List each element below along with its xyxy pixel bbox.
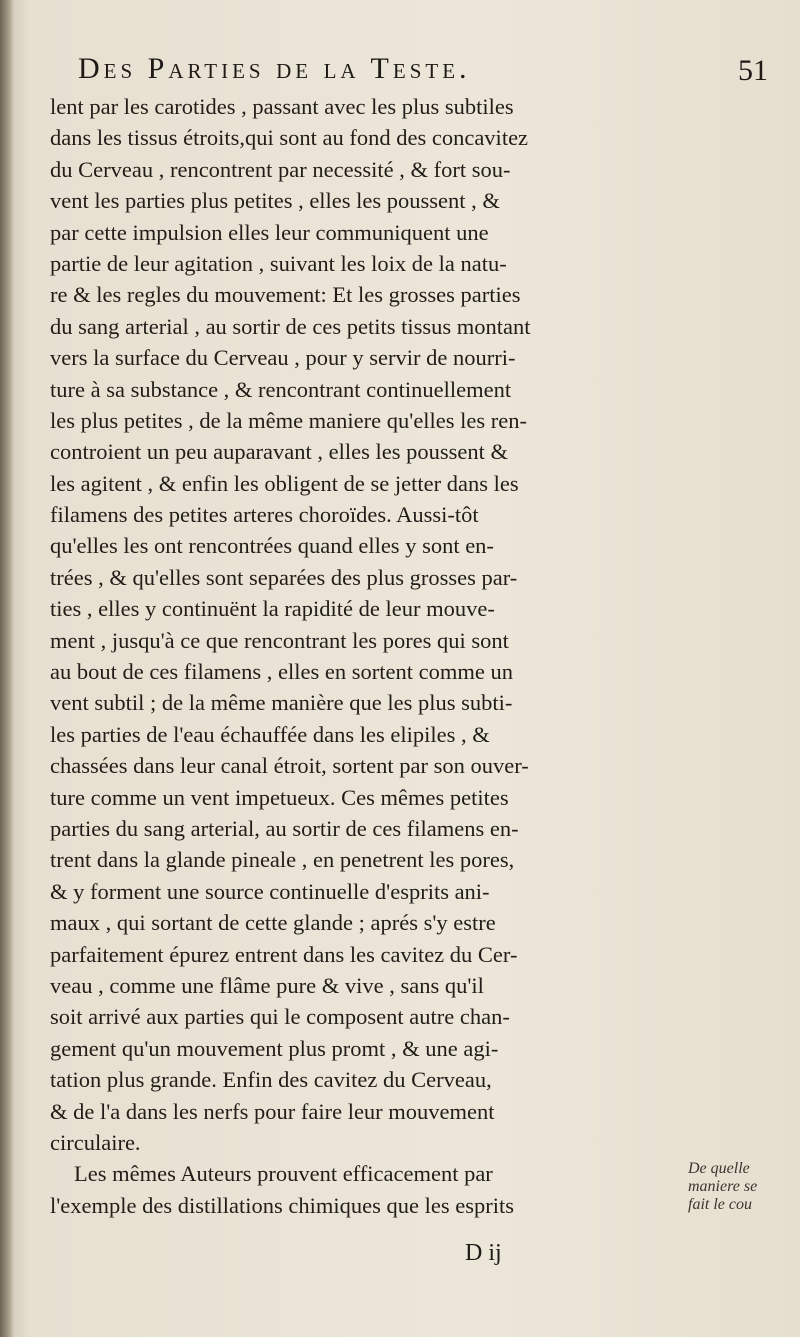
text-line: gement qu'un mouvement plus promt , & une agi- [50, 1035, 499, 1061]
page-number: 51 [738, 54, 768, 87]
text-line: les parties de l'eau échauffée dans les elipiles , & [50, 721, 490, 747]
text-line: du sang arterial , au sortir de ces petits tissus montant [50, 313, 531, 339]
text-line: parfaitement épurez entrent dans les cavitez du Cer- [50, 941, 518, 967]
text-line: vent subtil ; de la même manière que les plus subti- [50, 690, 513, 716]
margin-note [688, 1160, 798, 1214]
text-line: re & les regles du mouvement: Et les grosses parties [50, 282, 521, 308]
text-line: qu'elles les ont rencontrées quand elles y sont en- [50, 533, 494, 559]
text-line: du Cerveau , rencontrent par necessité , & fort sou- [50, 156, 511, 182]
text-line: controient un peu auparavant , elles les poussent & [50, 439, 508, 465]
text-line: Les mêmes Auteurs prouvent efficacement par [74, 1161, 493, 1187]
text-line: ties , elles y continuënt la rapidité de leur mouve- [50, 596, 495, 622]
text-line: tation plus grande. Enfin des cavitez du Cerveau, [50, 1067, 492, 1093]
text-line: dans les tissus étroits,qui sont au fond des concavitez [50, 125, 529, 151]
text-line: soit arrivé aux parties qui le composent autre chan- [50, 1004, 510, 1030]
book-spine-shadow [0, 0, 14, 1337]
text-line: vent les parties plus petites , elles les poussent , & [50, 188, 500, 214]
margin-note-line: fait le cou [688, 1196, 752, 1213]
text-line: l'exemple des distillations chimiques que les esprits [50, 1192, 514, 1218]
text-line: & y forment une source continuelle d'esprits ani- [50, 878, 490, 904]
text-line: circulaire. [50, 1129, 141, 1155]
text-line: lent par les carotides , passant avec les plus subtiles [50, 94, 514, 119]
margin-note-line: De quelle [688, 1160, 750, 1177]
text-line: & de l'a dans les nerfs pour faire leur mouvement [50, 1098, 495, 1124]
text-line: au bout de ces filamens , elles en sortent comme un [50, 659, 513, 685]
body-text [50, 91, 665, 1221]
signature-mark: D ij [465, 1240, 502, 1266]
text-line: vers la surface du Cerveau , pour y servir de nourri- [50, 345, 516, 371]
text-line: ture comme un vent impetueux. Ces mêmes petites [50, 784, 509, 810]
text-line: trées , & qu'elles sont separées des plus grosses par- [50, 564, 518, 590]
text-line: les plus petites , de la même maniere qu'elles les ren- [50, 407, 528, 433]
margin-note-line: maniere se [688, 1178, 758, 1195]
text-line: parties du sang arterial, au sortir de ces filamens en- [50, 815, 519, 841]
text-line: par cette impulsion elles leur communiquent une [50, 219, 489, 245]
text-line: ture à sa substance , & rencontrant continuellement [50, 376, 512, 402]
running-title: Des Parties de la Teste. [78, 52, 471, 85]
text-line: partie de leur agitation , suivant les loix de la natu- [50, 250, 507, 276]
text-line: les agitent , & enfin les obligent de se jetter dans les [50, 470, 519, 496]
text-line: filamens des petites arteres choroïdes. Aussi-tôt [50, 502, 479, 528]
text-line: chassées dans leur canal étroit, sortent par son ouver- [50, 753, 529, 779]
text-line: ment , jusqu'à ce que rencontrant les pores qui sont [50, 627, 509, 653]
text-line: trent dans la glande pineale , en penetrent les pores, [50, 847, 515, 873]
text-line: veau , comme une flâme pure & vive , sans qu'il [50, 972, 484, 998]
text-line: maux , qui sortant de cette glande ; aprés s'y estre [50, 910, 496, 936]
